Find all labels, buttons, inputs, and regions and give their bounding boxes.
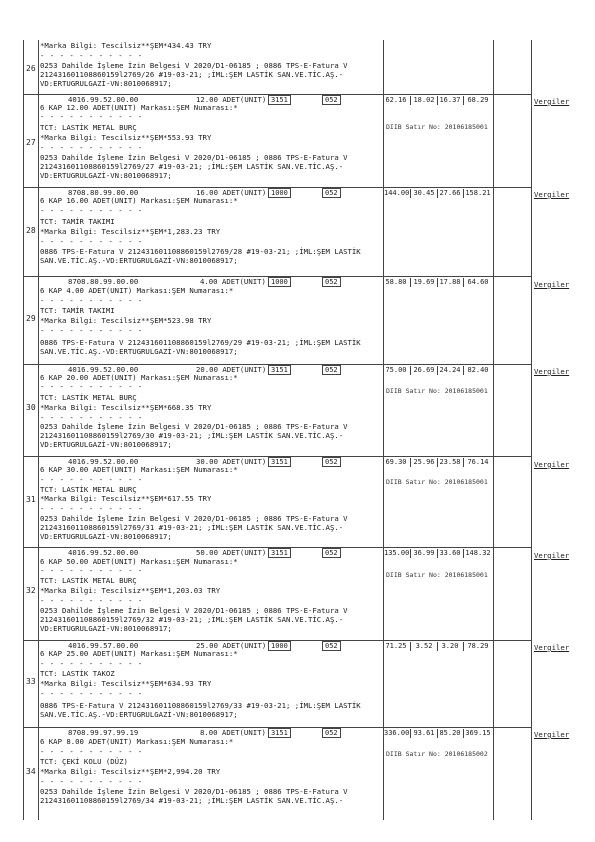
row-32-product-name: TCT: LASTİK METAL BURÇ <box>40 576 137 585</box>
row-30-number: 30 <box>26 403 36 412</box>
number-column-divider <box>38 40 39 820</box>
row-32-taxes-link[interactable]: Vergiler <box>534 551 570 560</box>
row-27-product-name: TCT: LASTİK METAL BURÇ <box>40 123 137 132</box>
row-32-document-line: 0253 Dahilde İşleme İzin Belgesi V 2020/D1-06185 ; 0886 TPS-E-Fatura V <box>40 606 348 615</box>
row-28-value-2: 30.45 <box>413 189 435 197</box>
row-27-divider-dashes-2: - - - - - - - - - - - <box>40 143 143 152</box>
row-33-invoice-line: 0886 TPS-E-Fatura V 212431601108860159l2769/33 #19-03-21; ;İML:ŞEM LASTİK <box>40 701 361 710</box>
row-31-sep-b <box>437 458 438 467</box>
row-30-value-3: 24.24 <box>439 366 461 374</box>
row-27-taxes-link[interactable]: Vergiler <box>534 97 570 106</box>
row-34-product-name: TCT: ÇEKİ KOLU (DÜZ) <box>40 757 128 766</box>
left-border <box>23 40 24 820</box>
row-27-value-2: 18.02 <box>413 96 435 104</box>
row-32-divider-dashes-2: - - - - - - - - - - - <box>40 596 143 605</box>
notes-column-divider <box>493 40 494 820</box>
row-29-divider-dashes-2: - - - - - - - - - - - <box>40 326 143 335</box>
row-26-tax-line: VD:ERTUGRULGAZİ-VN:8010068917; <box>40 79 172 88</box>
row-30-value-1: 75.00 <box>385 366 407 374</box>
row-32-package-info: 6 KAP 50.00 ADET(UNIT) Markası:ŞEM Numarası:* <box>40 557 238 566</box>
row-32-sep-b <box>437 549 438 558</box>
row-27-diib-line: DIIB Satır No: 20106185001 <box>386 123 488 131</box>
row-31-gtip-code: 4016.99.52.00.00 <box>68 457 139 466</box>
row-27-value-4: 68.29 <box>467 96 489 104</box>
row-28-sep-a <box>410 189 411 198</box>
row-26-invoice-line: 212431601108860159l2769/26 #19-03-21; ;İML:ŞEM LASTİK SAN.VE.TİC.AŞ.- <box>40 70 344 79</box>
row-29-sep-c <box>463 278 464 287</box>
row-27-value-1: 62.16 <box>385 96 407 104</box>
row-32-invoice-line: 212431601108860159l2769/32 #19-03-21; ;İML:ŞEM LASTİK SAN.VE.TİC.AŞ.- <box>40 615 344 624</box>
row-28-divider-dashes: - - - - - - - - - - - <box>40 206 143 215</box>
row-28-sep-c <box>463 189 464 198</box>
row-29-invoice-line: 0886 TPS-E-Fatura V 212431601108860159l2769/29 #19-03-21; ;İML:ŞEM LASTİK <box>40 338 361 347</box>
row-32-code-2: 052 <box>322 548 341 558</box>
row-29-sep-a <box>410 278 411 287</box>
row-31-tax-line: VD:ERTUGRULGAZİ-VN:8010068917; <box>40 532 172 541</box>
row-26-brand-info: *Marka Bilgi: Tescilsiz**ŞEM*434.43 TRY <box>40 41 212 50</box>
row-29-code-1: 1000 <box>268 277 291 287</box>
row-34-quantity: 8.00 ADET(UNIT) <box>200 728 266 737</box>
row-34-taxes-link[interactable]: Vergiler <box>534 730 570 739</box>
row-27-quantity: 12.00 ADET(UNIT) <box>196 95 267 104</box>
row-28-sep-b <box>437 189 438 198</box>
row-34-document-line: 0253 Dahilde İşleme İzin Belgesi V 2020/D1-06185 ; 0886 TPS-E-Fatura V <box>40 787 348 796</box>
row-34-package-info: 6 KAP 8.00 ADET(UNIT) Markası:ŞEM Numarası:* <box>40 737 234 746</box>
row-33-product-name: TCT: LASTİK TAKOZ <box>40 669 115 678</box>
row-29-gtip-code: 8708.80.99.00.00 <box>68 277 139 286</box>
row-32-value-4: 148.32 <box>465 549 491 557</box>
row-29-value-4: 64.60 <box>467 278 489 286</box>
row-30-diib-line: DIIB Satır No: 20106185001 <box>386 387 488 395</box>
row-31-quantity: 30.00 ADET(UNIT) <box>196 457 267 466</box>
row-33-sep-b <box>437 642 438 651</box>
row-32-code-1: 3151 <box>268 548 291 558</box>
row-28-gtip-code: 8708.80.99.00.00 <box>68 188 139 197</box>
row-31-sep-a <box>410 458 411 467</box>
row-32-gtip-code: 4016.99.52.00.00 <box>68 548 139 557</box>
row-28-code-1: 1000 <box>268 188 291 198</box>
row-27-brand-info: *Marka Bilgi: Tescilsiz**ŞEM*553.93 TRY <box>40 133 212 142</box>
row-30-brand-info: *Marka Bilgi: Tescilsiz**ŞEM*668.35 TRY <box>40 403 212 412</box>
row-31-code-1: 3151 <box>268 457 291 467</box>
row-30-value-4: 82.40 <box>467 366 489 374</box>
row-31-divider-dashes-2: - - - - - - - - - - - <box>40 504 143 513</box>
row-31-value-1: 69.30 <box>385 458 407 466</box>
row-29-package-info: 6 KAP 4.00 ADET(UNIT) Markası:ŞEM Numarası:* <box>40 286 234 295</box>
row-30-package-info: 6 KAP 20.00 ADET(UNIT) Markası:ŞEM Numarası:* <box>40 373 238 382</box>
row-29-divider-dashes: - - - - - - - - - - - <box>40 296 143 305</box>
row-32-value-1: 135.00 <box>384 549 410 557</box>
row-31-value-4: 76.14 <box>467 458 489 466</box>
row-28-taxes-link[interactable]: Vergiler <box>534 190 570 199</box>
row-27-gtip-code: 4016.99.52.00.00 <box>68 95 139 104</box>
row-32-tax-line: VD:ERTUGRULGAZİ-VN:8010068917; <box>40 624 172 633</box>
row-34-divider-dashes-2: - - - - - - - - - - - <box>40 777 143 786</box>
row-30-sep-b <box>437 366 438 375</box>
row-33-tax-line: SAN.VE.TİC.AŞ.-VD:ERTUGRULGAZİ-VN:8010068917; <box>40 710 238 719</box>
row-31-diib-line: DIIB Satır No: 20106185001 <box>386 478 488 486</box>
row-31-package-info: 6 KAP 30.00 ADET(UNIT) Markası:ŞEM Numarası:* <box>40 465 238 474</box>
row-27-sep-a <box>410 96 411 105</box>
row-29-sep-b <box>437 278 438 287</box>
row-26-document-line: 0253 Dahilde İşleme İzin Belgesi V 2020/D1-06185 ; 0886 TPS-E-Fatura V <box>40 61 348 70</box>
row-31-taxes-link[interactable]: Vergiler <box>534 460 570 469</box>
row-30-sep-c <box>463 366 464 375</box>
row-30-divider-dashes: - - - - - - - - - - - <box>40 382 143 391</box>
row-29-taxes-link[interactable]: Vergiler <box>534 280 570 289</box>
right-border <box>531 40 532 820</box>
row-27-code-2: 052 <box>322 95 341 105</box>
row-34-value-2: 93.61 <box>413 729 435 737</box>
row-33-quantity: 25.00 ADET(UNIT) <box>196 641 267 650</box>
row-26-number: 26 <box>26 64 36 73</box>
row-32-diib-line: DIIB Satır No: 20106185001 <box>386 571 488 579</box>
row-30-quantity: 20.00 ADET(UNIT) <box>196 365 267 374</box>
row-31-divider-dashes: - - - - - - - - - - - <box>40 475 143 484</box>
row-34-value-4: 369.15 <box>465 729 491 737</box>
row-34-sep-a <box>410 729 411 738</box>
row-34-value-1: 336.00 <box>384 729 410 737</box>
row-34-number: 34 <box>26 767 36 776</box>
row-27-invoice-line: 212431601108860159l2769/27 #19-03-21; ;İML:ŞEM LASTİK SAN.VE.TİC.AŞ.- <box>40 162 344 171</box>
row-32-number: 32 <box>26 586 36 595</box>
row-27-sep-b <box>437 96 438 105</box>
row-28-value-4: 158.21 <box>465 189 491 197</box>
row-32-sep-a <box>410 549 411 558</box>
row-28-divider-dashes-2: - - - - - - - - - - - <box>40 237 143 246</box>
row-28-invoice-line: 0886 TPS-E-Fatura V 212431601108860159l2769/28 #19-03-21; ;İML:ŞEM LASTİK <box>40 247 361 256</box>
row-31-sep-c <box>463 458 464 467</box>
row-33-taxes-link[interactable]: Vergiler <box>534 643 570 652</box>
row-33-number: 33 <box>26 677 36 686</box>
row-27-tax-line: VD:ERTUGRULGAZİ-VN:8010068917; <box>40 171 172 180</box>
row-33-value-4: 78.29 <box>467 642 489 650</box>
row-28-value-1: 144.00 <box>384 189 410 197</box>
row-31-invoice-line: 212431601108860159l2769/31 #19-03-21; ;İML:ŞEM LASTİK SAN.VE.TİC.AŞ.- <box>40 523 344 532</box>
row-28-value-3: 27.66 <box>439 189 461 197</box>
row-30-code-2: 052 <box>322 365 341 375</box>
row-30-code-1: 3151 <box>268 365 291 375</box>
row-33-code-2: 052 <box>322 641 341 651</box>
row-33-value-1: 71.25 <box>385 642 407 650</box>
row-34-divider-dashes: - - - - - - - - - - - <box>40 747 143 756</box>
row-33-package-info: 6 KAP 25.00 ADET(UNIT) Markası:ŞEM Numarası:* <box>40 649 238 658</box>
row-34-sep-c <box>463 729 464 738</box>
row-29-brand-info: *Marka Bilgi: Tescilsiz**ŞEM*523.98 TRY <box>40 316 212 325</box>
row-33-sep-c <box>463 642 464 651</box>
row-34-sep-b <box>437 729 438 738</box>
row-31-number: 31 <box>26 495 36 504</box>
row-32-value-3: 33.60 <box>439 549 461 557</box>
row-30-document-line: 0253 Dahilde İşleme İzin Belgesi V 2020/D1-06185 ; 0886 TPS-E-Fatura V <box>40 422 348 431</box>
row-28-quantity: 16.00 ADET(UNIT) <box>196 188 267 197</box>
row-33-brand-info: *Marka Bilgi: Tescilsiz**ŞEM*634.93 TRY <box>40 679 212 688</box>
row-30-value-2: 26.69 <box>413 366 435 374</box>
row-27-document-line: 0253 Dahilde İşleme İzin Belgesi V 2020/D1-06185 ; 0886 TPS-E-Fatura V <box>40 153 348 162</box>
row-34-code-1: 3151 <box>268 728 291 738</box>
row-34-code-2: 052 <box>322 728 341 738</box>
row-29-quantity: 4.00 ADET(UNIT) <box>200 277 266 286</box>
row-34-diib-line: DIIB Satır No: 20106185002 <box>386 750 488 758</box>
row-30-invoice-line: 212431601108860159l2769/30 #19-03-21; ;İML:ŞEM LASTİK SAN.VE.TİC.AŞ.- <box>40 431 344 440</box>
row-32-value-2: 36.99 <box>413 549 435 557</box>
row-30-divider-dashes-2: - - - - - - - - - - - <box>40 413 143 422</box>
row-30-sep-a <box>410 366 411 375</box>
row-27-value-3: 16.37 <box>439 96 461 104</box>
row-33-code-1: 1000 <box>268 641 291 651</box>
row-34-brand-info: *Marka Bilgi: Tescilsiz**ŞEM*2,994.20 TRY <box>40 767 221 776</box>
row-27-package-info: 6 KAP 12.00 ADET(UNIT) Markası:ŞEM Numarası:* <box>40 103 238 112</box>
row-31-code-2: 052 <box>322 457 341 467</box>
row-33-value-3: 3.20 <box>441 642 459 650</box>
row-28-code-2: 052 <box>322 188 341 198</box>
row-31-product-name: TCT: LASTİK METAL BURÇ <box>40 485 137 494</box>
row-29-tax-line: SAN.VE.TİC.AŞ.-VD:ERTUGRULGAZİ-VN:8010068917; <box>40 347 238 356</box>
row-28-brand-info: *Marka Bilgi: Tescilsiz**ŞEM*1,283.23 TRY <box>40 227 221 236</box>
row-27-sep-c <box>463 96 464 105</box>
row-30-taxes-link[interactable]: Vergiler <box>534 367 570 376</box>
row-27-number: 27 <box>26 138 36 147</box>
row-33-sep-a <box>410 642 411 651</box>
row-29-number: 29 <box>26 314 36 323</box>
row-26-divider-dashes: - - - - - - - - - - - <box>40 51 143 60</box>
row-28-tax-line: SAN.VE.TİC.AŞ.-VD:ERTUGRULGAZİ-VN:8010068917; <box>40 256 238 265</box>
row-31-value-3: 23.58 <box>439 458 461 466</box>
row-33-divider-dashes: - - - - - - - - - - - <box>40 659 143 668</box>
row-29-value-2: 19.69 <box>413 278 435 286</box>
row-28-number: 28 <box>26 226 36 235</box>
row-34-gtip-code: 8708.99.97.99.19 <box>68 728 139 737</box>
row-29-code-2: 052 <box>322 277 341 287</box>
row-29-product-name: TCT: TAMİR TAKIMI <box>40 306 115 315</box>
row-28-package-info: 6 KAP 16.00 ADET(UNIT) Markası:ŞEM Numarası:* <box>40 196 238 205</box>
row-33-gtip-code: 4016.99.57.00.00 <box>68 641 139 650</box>
row-34-value-3: 85.20 <box>439 729 461 737</box>
row-28-product-name: TCT: TAMİR TAKIMI <box>40 217 115 226</box>
row-33-divider-dashes-2: - - - - - - - - - - - <box>40 689 143 698</box>
row-32-sep-c <box>463 549 464 558</box>
row-30-gtip-code: 4016.99.52.00.00 <box>68 365 139 374</box>
description-column-divider <box>383 40 384 820</box>
row-29-value-3: 17.88 <box>439 278 461 286</box>
row-31-brand-info: *Marka Bilgi: Tescilsiz**ŞEM*617.55 TRY <box>40 494 212 503</box>
row-32-brand-info: *Marka Bilgi: Tescilsiz**ŞEM*1,203.03 TRY <box>40 586 221 595</box>
row-27-divider-dashes: - - - - - - - - - - - <box>40 112 143 121</box>
row-34-invoice-line: 212431601108860159l2769/34 #19-03-21; ;İML:ŞEM LASTİK SAN.VE.TİC.AŞ.- <box>40 796 344 805</box>
row-32-divider-dashes: - - - - - - - - - - - <box>40 566 143 575</box>
row-32-quantity: 50.00 ADET(UNIT) <box>196 548 267 557</box>
row-27-code-1: 3151 <box>268 95 291 105</box>
row-30-tax-line: VD:ERTUGRULGAZİ-VN:8010068917; <box>40 440 172 449</box>
row-30-product-name: TCT: LASTİK METAL BURÇ <box>40 393 137 402</box>
row-29-value-1: 58.80 <box>385 278 407 286</box>
row-33-value-2: 3.52 <box>415 642 433 650</box>
row-31-value-2: 25.96 <box>413 458 435 466</box>
row-31-document-line: 0253 Dahilde İşleme İzin Belgesi V 2020/D1-06185 ; 0886 TPS-E-Fatura V <box>40 514 348 523</box>
